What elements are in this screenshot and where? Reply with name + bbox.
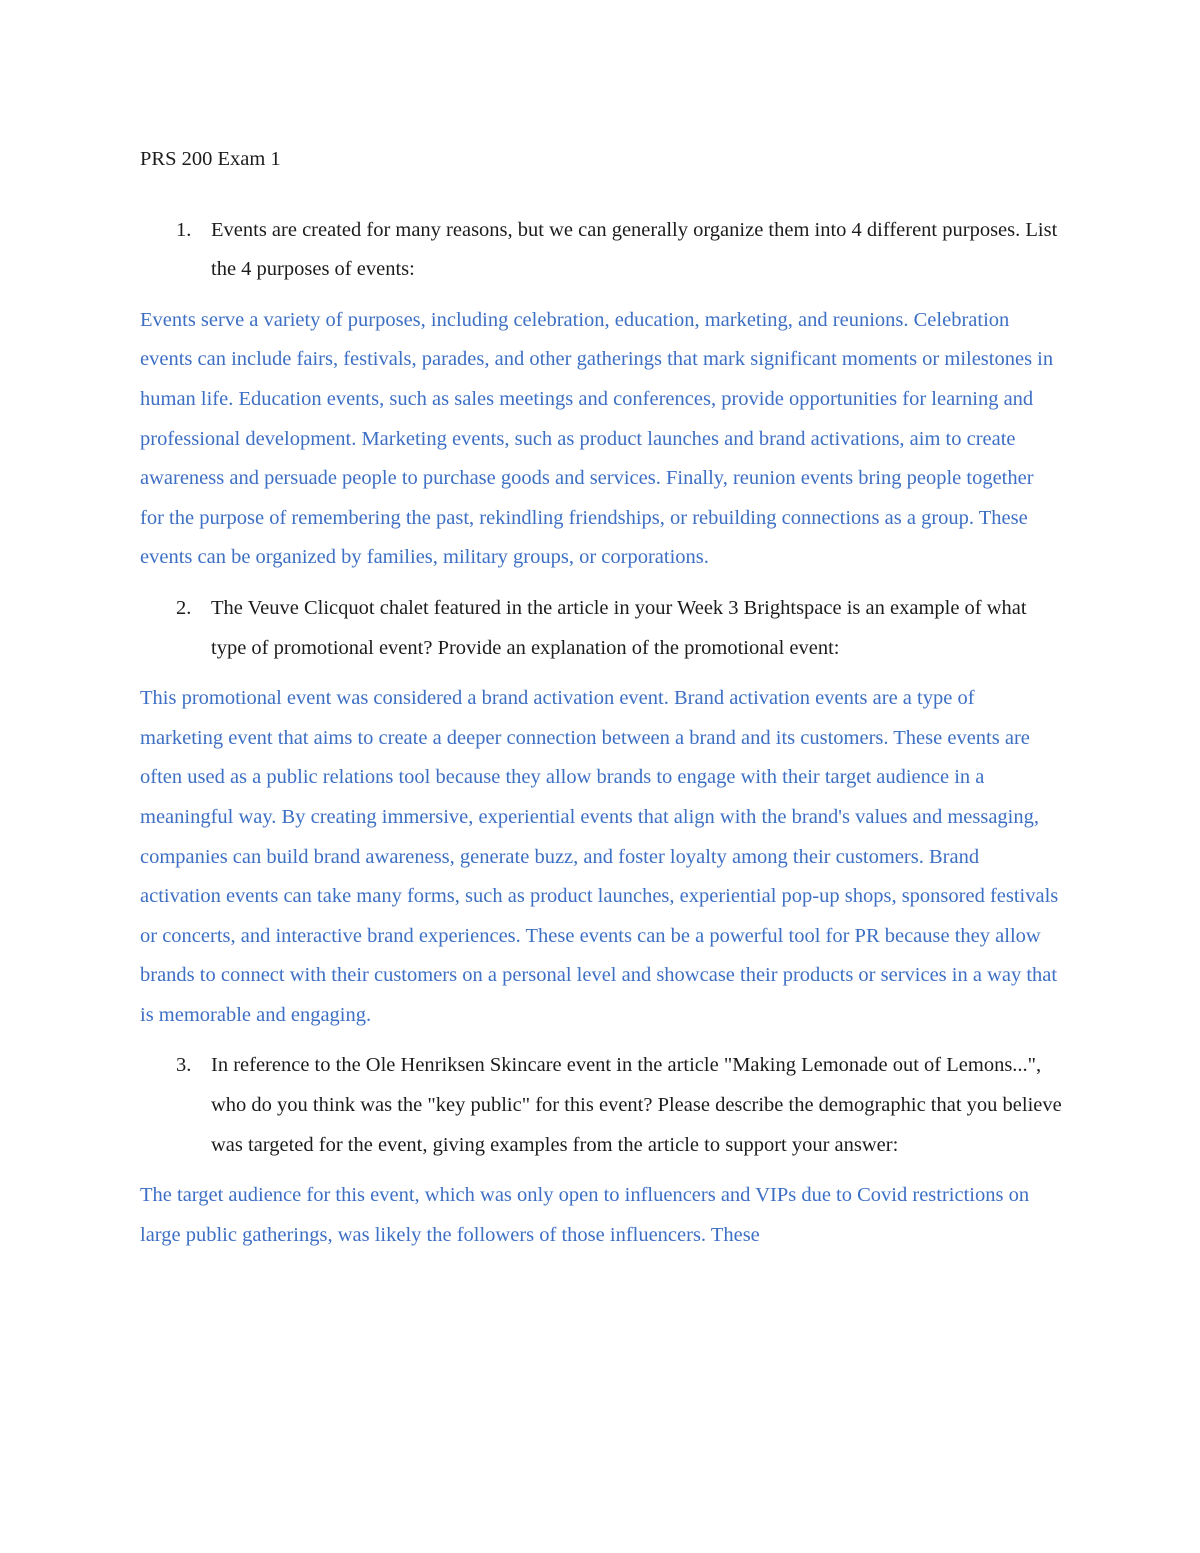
question-text: Events are created for many reasons, but we can generally organize them into 4 different purposes. List the 4 purposes of events: <box>211 218 1058 281</box>
document-body <box>140 140 1062 1255</box>
question-number: 3. <box>176 1054 192 1077</box>
question-text: In reference to the Ole Henriksen Skincare event in the article "Making Lemonade out of Lemons...", who do you think was the "key public" for this event? Please describe the demographic that you believe was targeted for the event, giving examples from the article to support your answer: <box>211 1054 1062 1156</box>
answer-2: This promotional event was considered a brand activation event. Brand activation events are a type of marketing event that aims to create a deeper connection between a brand and its customers. These events are often used as a public relations tool because they allow brands to engage with their target audience in a meaningful way. By creating immersive, experiential events that align with the brand's values and messaging, companies can build brand awareness, generate buzz, and foster loyalty among their customers. Brand activation events can take many forms, such as product launches, experiential pop-up shops, sponsored festivals or concerts, and interactive brand experiences. These events can be a powerful tool for PR because they allow brands to connect with their customers on a personal level and showcase their products or services in a way that is memorable and engaging. <box>140 687 1059 1026</box>
question-3 <box>140 1046 1062 1165</box>
answer-1: Events serve a variety of purposes, including celebration, education, marketing, and reunions. Celebration events can include fairs, festivals, parades, and other gatherings that mark significant moments or milestones in human life. Education events, such as sales meetings and conferences, provide opportunities for learning and professional development. Marketing events, such as product launches and brand activations, aim to create awareness and persuade people to purchase goods and services. Finally, reunion events bring people together for the purpose of remembering the past, rekindling friendships, or rebuilding connections as a group. These events can be organized by families, military groups, or corporations. <box>140 308 1054 569</box>
question-2 <box>140 589 1062 668</box>
document-title: PRS 200 Exam 1 <box>140 148 281 170</box>
question-1 <box>140 211 1062 290</box>
question-text: The Veuve Clicquot chalet featured in the article in your Week 3 Brightspace is an example of what type of promotional event? Provide an explanation of the promotional event: <box>211 596 1027 659</box>
question-number: 2. <box>176 596 192 619</box>
answer-3: The target audience for this event, which was only open to influencers and VIPs due to Covid restrictions on large public gatherings, was likely the followers of those influencers. These <box>140 1184 1030 1246</box>
question-number: 1. <box>176 218 192 241</box>
